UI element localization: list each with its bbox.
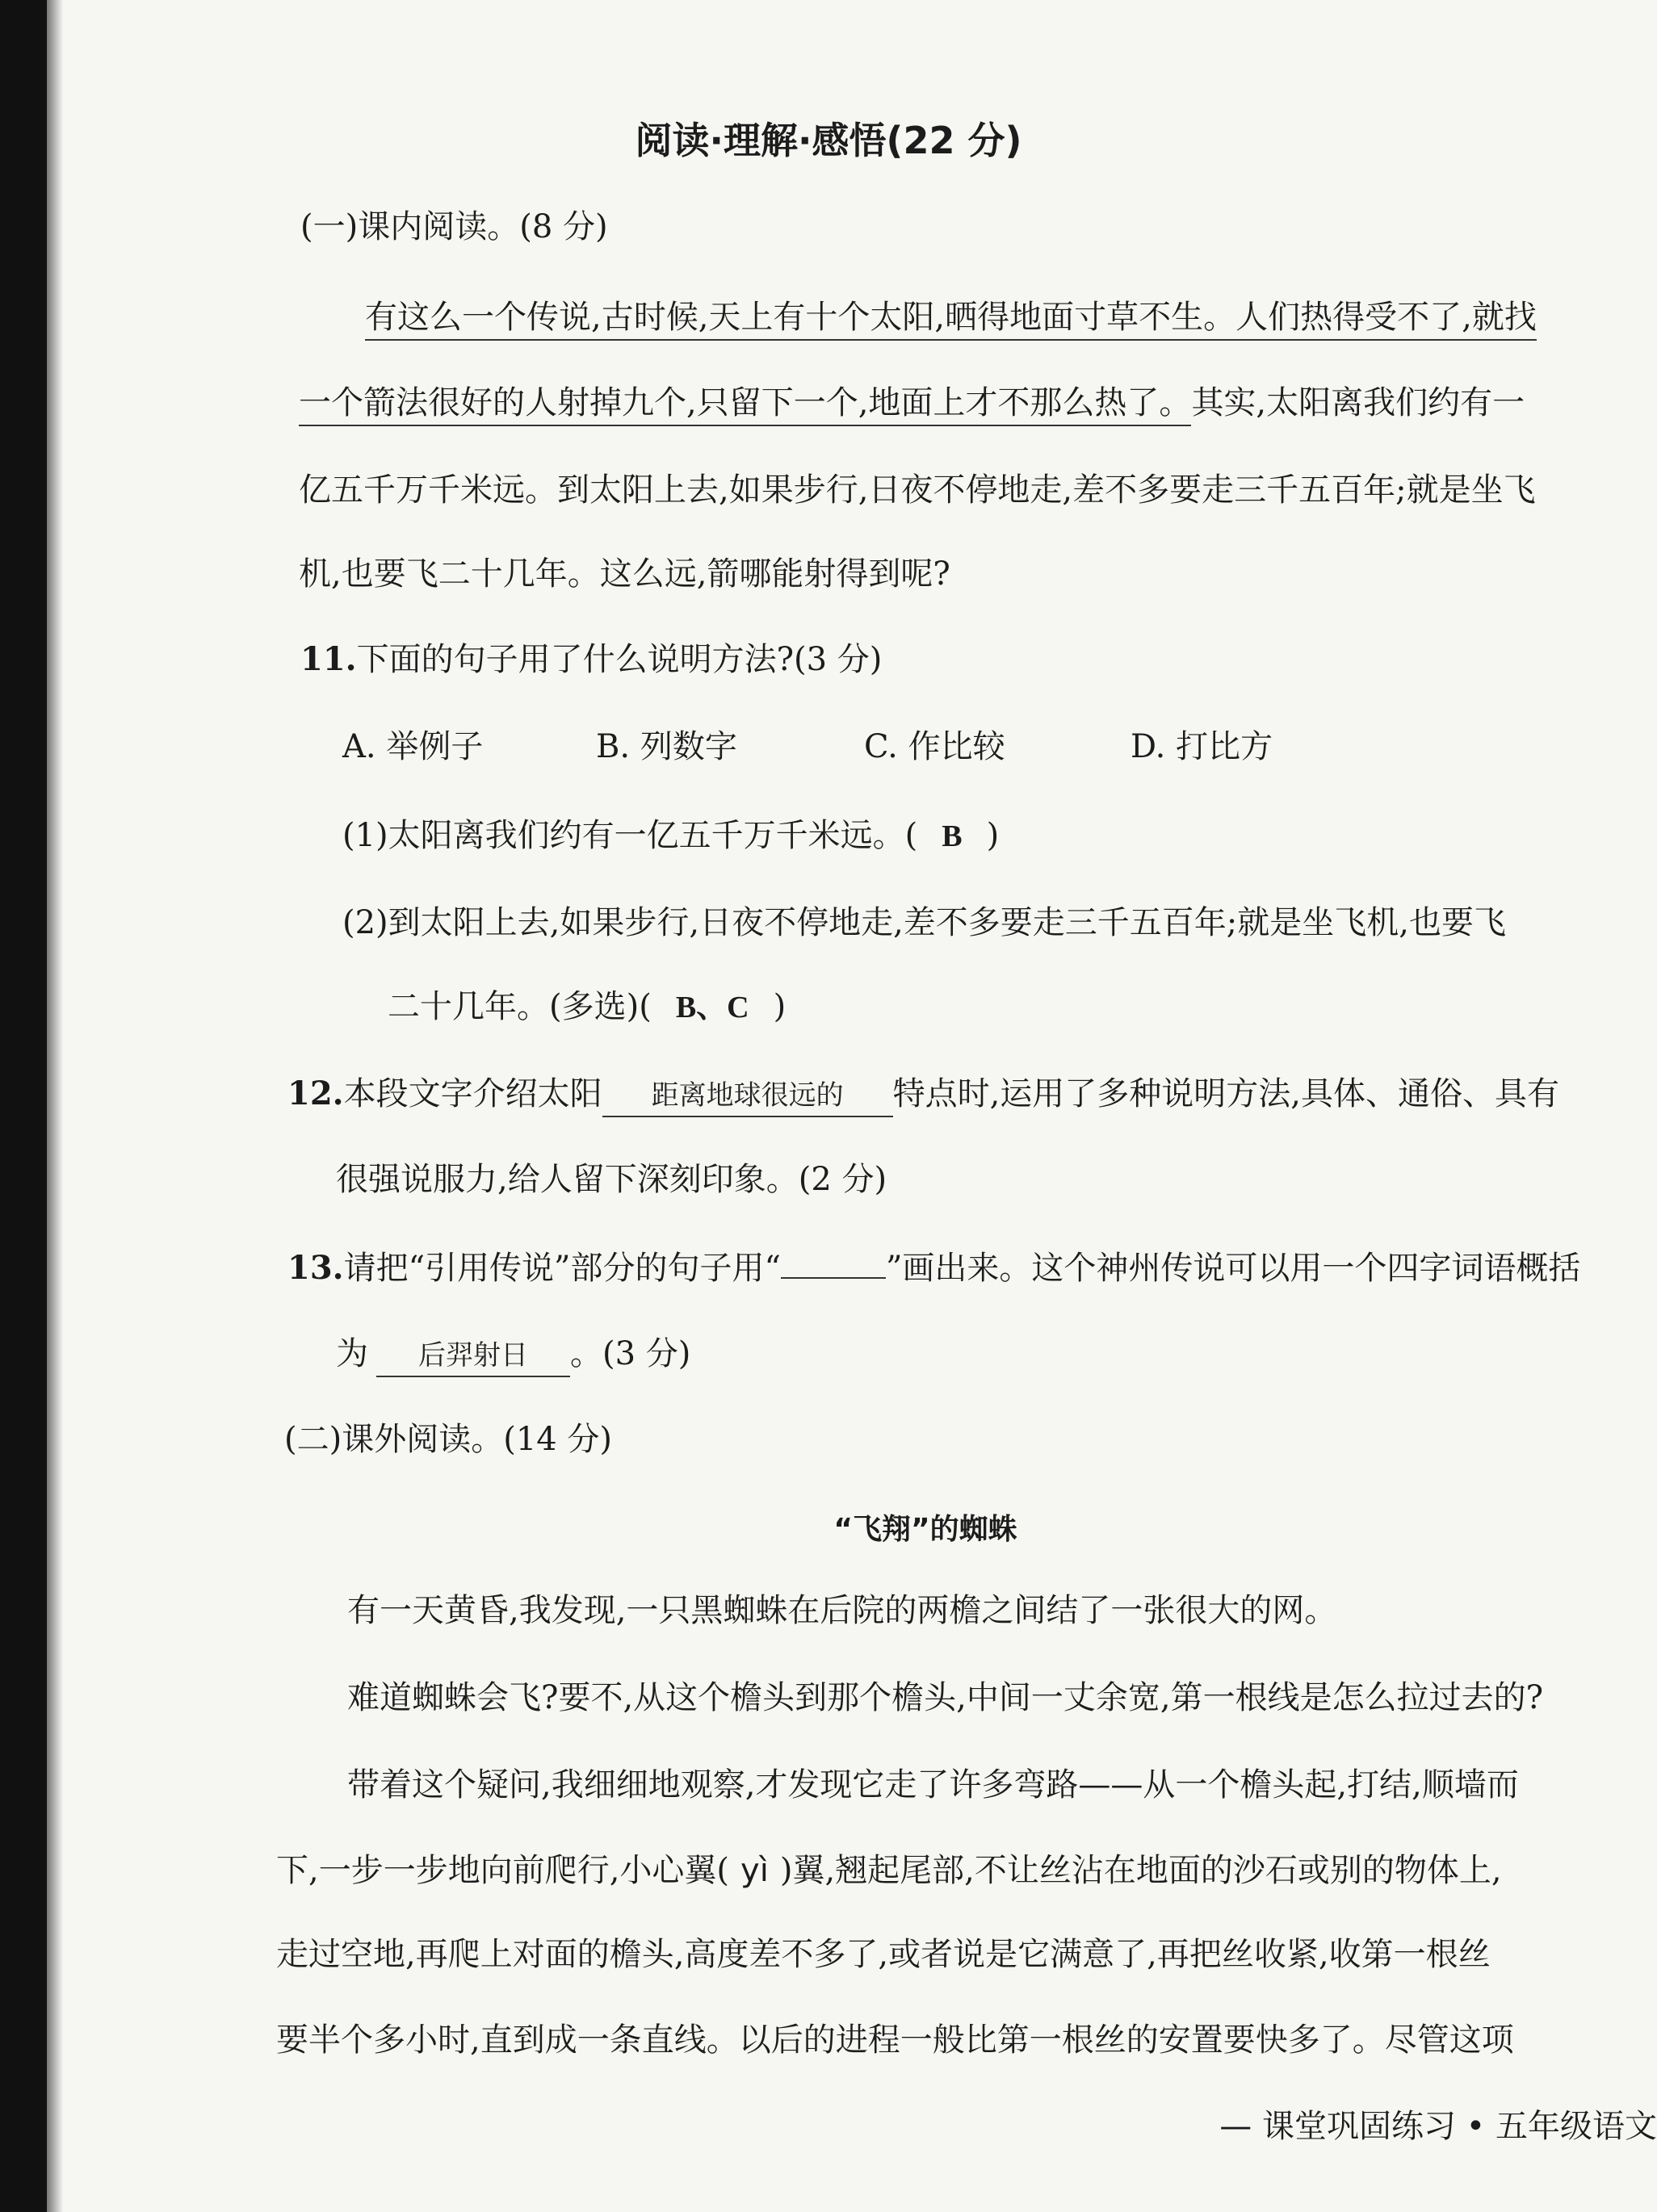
option-d: D. 打比方 [1131, 728, 1273, 765]
question-13-l2-post: 。(3 分) [570, 1335, 691, 1372]
section1-heading: (一)课内阅读。(8 分) [300, 208, 608, 245]
article-para-3-line-2 [276, 1850, 1502, 1891]
page-title: 阅读·理解·感悟(22 分) [635, 119, 1022, 162]
question-13-number: 13. [287, 1249, 344, 1287]
option-a: A. 举例子 [342, 728, 484, 765]
sub-2-close: ) [773, 988, 787, 1025]
question-13-answer: 后羿射日 [376, 1335, 570, 1377]
article-para-3-line-1: 带着这个疑问,我细细地观察,才发现它走了许多弯路——从一个檐头起,打结,顺墙而 [347, 1766, 1519, 1804]
sub-1-text: (1)太阳离我们约有一亿五千万千米远。( [342, 817, 918, 854]
article-para-1: 有一天黄昏,我发现,一只黑蜘蛛在后院的两檐之间结了一张很大的网。 [347, 1592, 1337, 1629]
underline-blank [781, 1253, 886, 1279]
question-11-number: 11. [300, 640, 357, 678]
article-para-2: 难道蜘蛛会飞?要不,从这个檐头到那个檐头,中间一丈余宽,第一根线是怎么拉过去的? [347, 1679, 1544, 1716]
passage-line-3: 亿五千万千米远。到太阳上去,如果步行,日夜不停地走,差不多要走三千五百年;就是坐飞 [299, 471, 1536, 509]
question-13-line-2 [336, 1334, 690, 1377]
para-3-l2-a: 下,一步一步地向前爬行,小心翼( [276, 1852, 730, 1889]
underlined-legend-2: 一个箭法很好的人射掉九个,只留下一个,地面上才不那么热了。 [299, 384, 1191, 426]
question-11-sub-1 [342, 815, 999, 857]
question-12-number: 12. [287, 1075, 344, 1112]
article-title: “飞翔”的蜘蛛 [833, 1513, 1017, 1546]
passage-line-2 [299, 383, 1525, 423]
question-13 [287, 1248, 1580, 1288]
question-12-post: 特点时,运用了多种说明方法,具体、通俗、具有 [892, 1075, 1560, 1112]
para-3-l2-b: )翼,翘起尾部,不让丝沾在地面的沙石或别的物体上, [779, 1852, 1502, 1889]
question-12-line-2: 很强说服力,给人留下深刻印象。(2 分) [336, 1161, 887, 1198]
question-11-sub-2: (2)到太阳上去,如果步行,日夜不停地走,差不多要走三千五百年;就是坐飞机,也要飞 [342, 904, 1506, 941]
pinyin-yi: yì [740, 1852, 769, 1889]
article-para-3-line-3: 走过空地,再爬上对面的檐头,高度差不多了,或者说是它满意了,再把丝收紧,收第一根丝 [276, 1936, 1491, 1973]
question-12-answer: 距离地球很远的 [602, 1075, 893, 1117]
question-11-options [342, 727, 1273, 767]
question-13-pre: 请把“引用传说”部分的句子用“ [343, 1250, 781, 1287]
question-13-post: ”画出来。这个神州传说可以用一个四字词语概括 [885, 1250, 1581, 1287]
question-13-l2-pre: 为 [336, 1335, 368, 1372]
sub-1-close: ) [986, 817, 1000, 854]
sub-1-answer: B [942, 819, 963, 853]
option-b: B. 列数字 [596, 728, 737, 765]
scan-edge-shadow [0, 0, 47, 2212]
question-11-sub-2-cont [388, 987, 786, 1028]
passage-line-2-rest: 其实,太阳离我们约有一 [1191, 384, 1525, 421]
sub-2-text: 二十几年。(多选)( [388, 988, 652, 1025]
section2-heading: (二)课外阅读。(14 分) [284, 1421, 613, 1458]
article-para-3-line-4: 要半个多小时,直到成一条直线。以后的进程一般比第一根丝的安置要快多了。尽管这项 [276, 2021, 1514, 2059]
sub-2-answer: B、C [675, 991, 749, 1024]
question-12 [287, 1074, 1559, 1117]
scan-edge-fade [47, 0, 63, 2212]
question-11-text: 下面的句子用了什么说明方法?(3 分) [356, 641, 883, 678]
passage-line-1 [365, 297, 1537, 337]
question-12-pre: 本段文字介绍太阳 [343, 1075, 602, 1112]
question-11 [300, 639, 882, 680]
underlined-legend-1: 有这么一个传说,古时候,天上有十个太阳,晒得地面寸草不生。人们热得受不了,就找 [365, 299, 1537, 341]
page-footer: — 课堂巩固练习 • 五年级语文 [1219, 2108, 1657, 2145]
passage-line-4: 机,也要飞二十几年。这么远,箭哪能射得到呢? [299, 555, 950, 593]
option-c: C. 作比较 [864, 728, 1005, 765]
